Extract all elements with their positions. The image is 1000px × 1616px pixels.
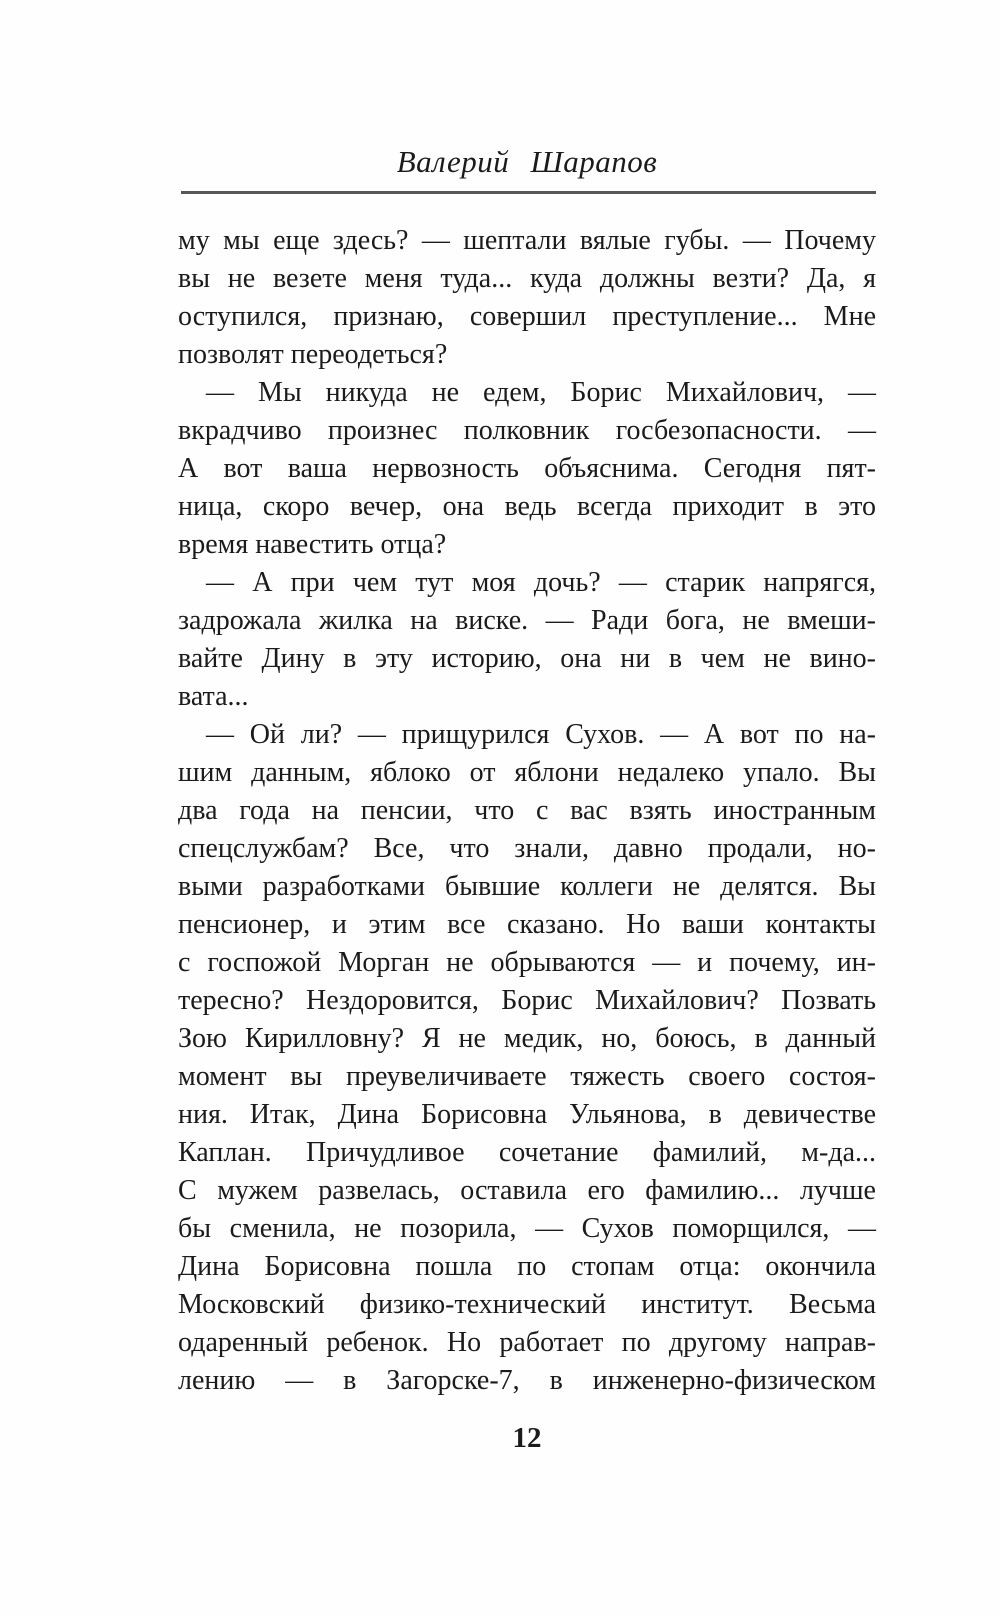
text-line: вайте Дину в эту историю, она ни в чем не вино- <box>178 643 876 674</box>
text-line: — Ой ли? — прищурился Сухов. — А вот по на- <box>206 719 876 750</box>
page-number: 12 <box>512 1422 542 1454</box>
text-line: А вот ваша нервозность объяснима. Сегодня пят- <box>178 453 876 484</box>
text-line: бы сменила, не позорила, — Сухов поморщился, — <box>178 1213 876 1244</box>
text-line: позволят переодеться? <box>178 339 448 370</box>
text-line: ния. Итак, Дина Борисовна Ульянова, в девичестве <box>178 1099 876 1130</box>
text-line: момент вы преувеличиваете тяжесть своего состоя- <box>178 1061 876 1092</box>
text-line: шим данным, яблоко от яблони недалеко упало. Вы <box>178 757 876 788</box>
running-header-author: Валерий Шарапов <box>396 144 658 179</box>
text-line: вкрадчиво произнес полковник госбезопасности. — <box>178 415 876 446</box>
text-line: Дина Борисовна пошла по стопам отца: окончила <box>178 1251 876 1282</box>
text-line: вата... <box>178 681 249 712</box>
text-line: — Мы никуда не едем, Борис Михайлович, — <box>206 377 876 408</box>
text-line: Каплан. Причудливое сочетание фамилий, м-да... <box>178 1137 876 1168</box>
header-rule <box>181 191 876 194</box>
text-line: вы не везете меня туда... куда должны везти? Да, я <box>178 263 876 294</box>
text-line: ница, скоро вечер, она ведь всегда приходит в это <box>178 491 876 522</box>
page-text <box>178 222 876 1400</box>
text-line: — А при чем тут моя дочь? — старик напрягся, <box>206 567 876 598</box>
text-line: му мы еще здесь? — шептали вялые губы. — Почему <box>178 225 876 256</box>
text-line: оступился, признаю, совершил преступление... Мне <box>178 301 876 332</box>
text-line: два года на пенсии, что с вас взять иностранным <box>178 795 876 826</box>
text-line: спецслужбам? Все, что знали, давно продали, но- <box>178 833 876 864</box>
text-line: лению — в Загорске-7, в инженерно-физическом <box>178 1365 876 1396</box>
text-line: с госпожой Морган не обрываются — и почему, ин- <box>178 947 876 978</box>
text-line: С мужем развелась, оставила его фамилию... лучше <box>178 1175 876 1206</box>
text-line: Зою Кирилловну? Я не медик, но, боюсь, в данный <box>178 1023 876 1054</box>
text-line: задрожала жилка на виске. — Ради бога, не вмеши- <box>178 605 876 636</box>
text-line: тересно? Нездоровится, Борис Михайлович? Позвать <box>178 985 876 1016</box>
text-line: время навестить отца? <box>178 529 447 560</box>
text-line: одаренный ребенок. Но работает по другому направ- <box>178 1327 876 1358</box>
text-line: пенсионер, и этим все сказано. Но ваши контакты <box>178 909 876 940</box>
text-line: выми разработками бывшие коллеги не делятся. Вы <box>178 871 876 902</box>
text-line: Московский физико-технический институт. Весьма <box>178 1289 876 1320</box>
